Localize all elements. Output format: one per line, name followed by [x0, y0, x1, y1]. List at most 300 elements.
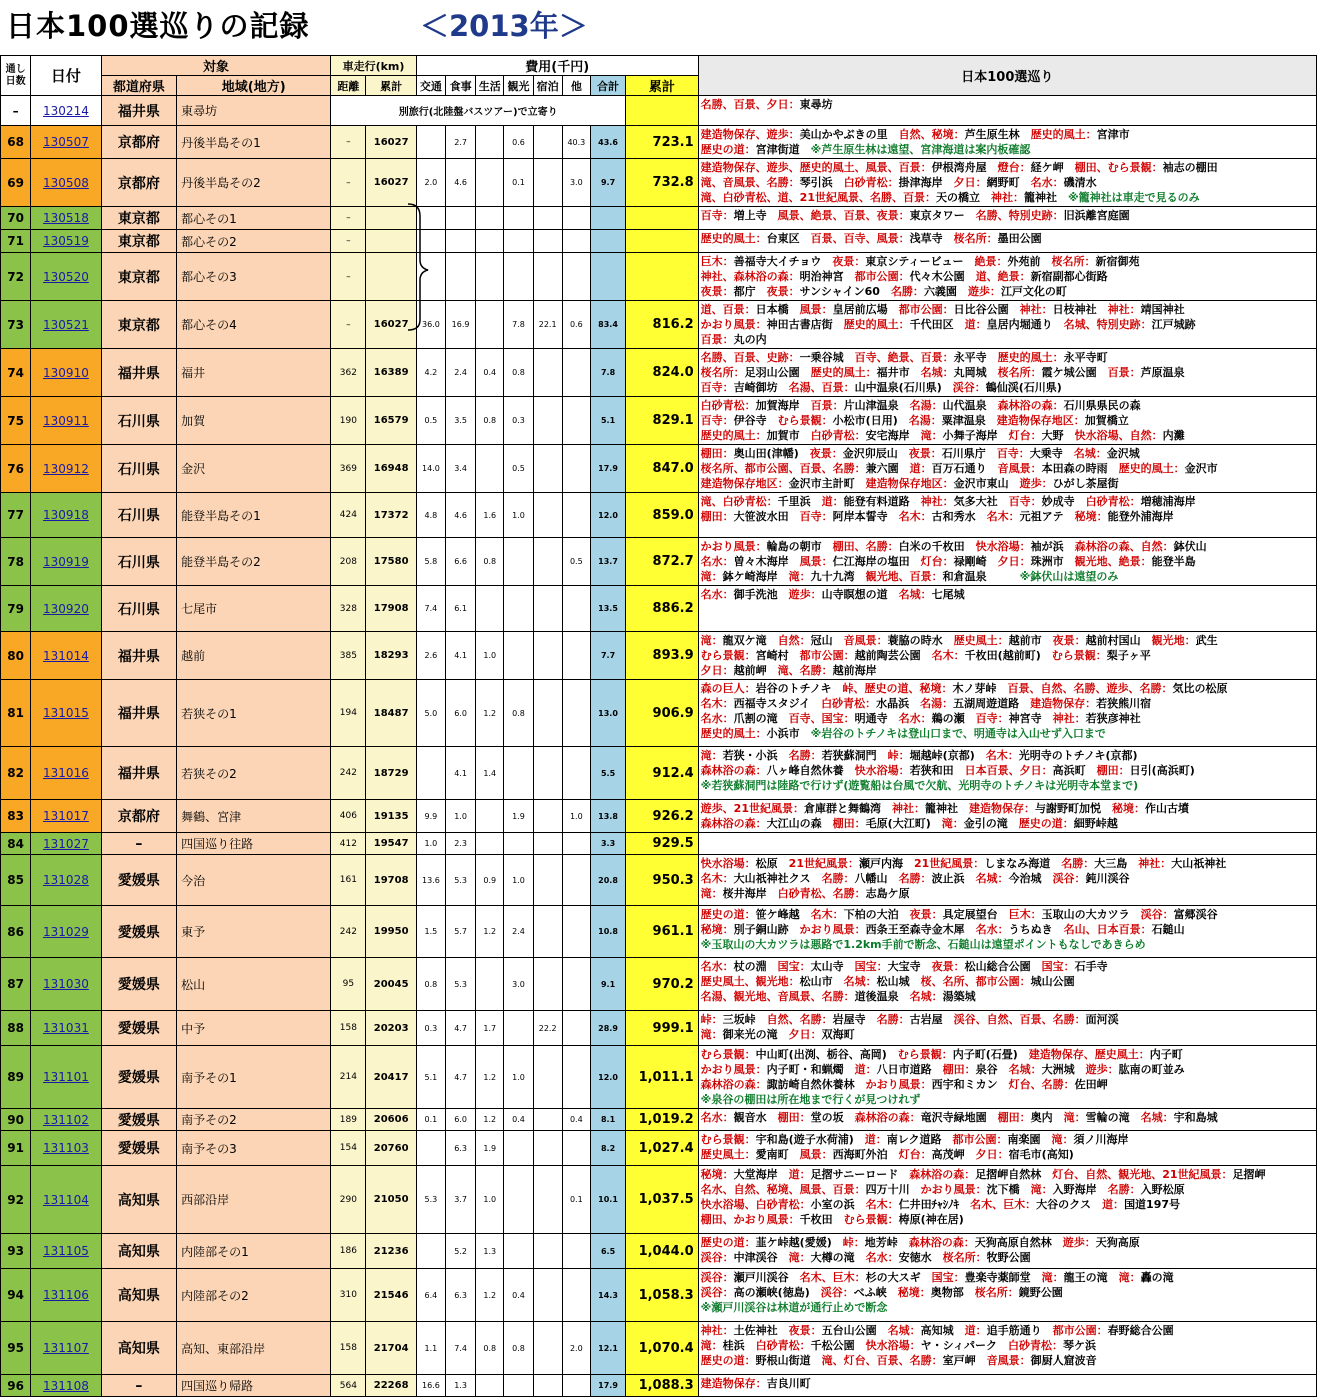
date-link[interactable]: 131015 — [43, 706, 89, 720]
memo-place: 粟津温泉 — [941, 414, 997, 427]
memo-place: 大野 — [1041, 429, 1075, 442]
distance-cell: 362 — [331, 349, 366, 397]
memo-category: 国宝： — [854, 960, 888, 973]
memo-place: 仁井田ﾁｬｼﾉｷ — [898, 1198, 971, 1211]
date-cell[interactable] — [31, 1269, 101, 1322]
cost-living-cell: 1.4 — [476, 747, 504, 800]
memo-line — [701, 1047, 1314, 1062]
memo-category: 歴史の道： — [700, 1354, 756, 1367]
memo-place: 妙成寺 — [1041, 495, 1086, 508]
memo-place: 奥山田(津幡) — [733, 447, 810, 460]
cost-sight-cell — [504, 833, 533, 855]
date-link[interactable]: 130520 — [43, 269, 89, 284]
memo-place: 丸の内 — [733, 333, 767, 346]
memo-place: 八日市道路 — [876, 1063, 943, 1076]
area-cell: 四国巡り帰路 — [177, 1375, 331, 1397]
date-cell[interactable] — [31, 159, 101, 207]
memo-category: 遊歩： — [1062, 1236, 1096, 1249]
memo-category: 名勝： — [1107, 1183, 1141, 1196]
cost-food-cell: 5.3 — [445, 958, 475, 1011]
cost-sum-cell: 13.5 — [590, 586, 625, 632]
memo-place: 永平寺 — [953, 351, 998, 364]
memo-cell — [698, 1234, 1316, 1269]
memo-category: 滝： — [700, 887, 723, 900]
memo-category: 秘境： — [1111, 802, 1145, 815]
date-cell[interactable] — [31, 747, 101, 800]
memo-place: 福井市 — [876, 366, 921, 379]
memo-line — [701, 539, 1314, 554]
date-cell[interactable] — [31, 586, 101, 632]
memo-place: 明治神宮 — [799, 270, 855, 283]
date-cell[interactable] — [31, 680, 101, 747]
cost-food-cell: 4.7 — [445, 1011, 475, 1046]
memo-place: 兼六園 — [865, 462, 910, 475]
memo-place: 金引の滝 — [963, 817, 1019, 830]
drive-total-cell: 19950 — [366, 906, 416, 958]
cost-total-cell: 970.2 — [626, 958, 699, 1011]
memo-category: 快水浴場、自然： — [1074, 429, 1163, 442]
memo-category: 峠： — [887, 749, 910, 762]
memo-category: 名木： — [865, 1198, 899, 1211]
memo-place: 越前海岸 — [832, 664, 877, 677]
memo-line — [701, 1376, 1314, 1391]
memo-category: 歴史風土： — [953, 634, 1009, 647]
memo-category: 名水、自然、秘境、風景、百景： — [700, 1183, 866, 1196]
memo-place: 江戸城跡 — [1151, 318, 1196, 331]
memo-place: 入野松原 — [1140, 1183, 1185, 1196]
memo-category: 音風景： — [997, 462, 1042, 475]
date-link[interactable]: 130919 — [43, 554, 89, 569]
day-number-cell: 86 — [1, 906, 31, 958]
day-number-cell: 84 — [1, 833, 31, 855]
date-cell[interactable] — [31, 493, 101, 538]
date-link[interactable]: 131031 — [43, 1021, 89, 1035]
day-number-cell: 78 — [1, 538, 31, 586]
memo-place: 内子町 — [1149, 1048, 1183, 1061]
area-cell: 西部沿岸 — [177, 1166, 331, 1234]
cost-other-cell — [562, 1234, 590, 1269]
date-cell[interactable] — [31, 397, 101, 445]
memo-line — [701, 380, 1314, 395]
memo-category: 百寺、絶景、百景： — [854, 351, 954, 364]
date-cell[interactable] — [31, 1234, 101, 1269]
memo-category: 白砂青松： — [843, 176, 899, 189]
memo-category: むら景観： — [897, 1048, 953, 1061]
cost-total-cell: 886.2 — [626, 586, 699, 632]
memo-category: 棚田： — [997, 1111, 1031, 1124]
date-cell[interactable] — [31, 906, 101, 958]
distance-cell: 158 — [331, 1322, 366, 1375]
memo-category: 名勝： — [1061, 857, 1095, 870]
cost-lodging-cell — [533, 747, 562, 800]
date-cell[interactable] — [31, 1046, 101, 1109]
memo-place: 足摺岬自然林 — [975, 1168, 1053, 1181]
prefecture-cell: 東京都 — [101, 253, 177, 301]
prefecture-cell: 京都府 — [101, 126, 177, 159]
prefecture-cell: 愛媛県 — [101, 1109, 177, 1131]
cost-food-cell: 6.3 — [445, 1131, 475, 1166]
memo-line — [701, 1012, 1314, 1027]
date-link[interactable]: 131105 — [43, 1244, 89, 1258]
day-number-cell: 71 — [1, 230, 31, 253]
cost-sight-cell — [504, 1234, 533, 1269]
memo-place: 蓑脇の時水 — [887, 634, 954, 647]
memo-category: 名湯： — [908, 414, 942, 427]
memo-place: 鏡野公園 — [1018, 1286, 1063, 1299]
memo-line — [701, 332, 1314, 347]
drive-total-cell: 18293 — [366, 632, 416, 680]
cost-living-cell — [476, 445, 504, 493]
cost-living-cell — [476, 126, 504, 159]
cost-other-cell — [562, 833, 590, 855]
cost-lodging-cell — [533, 397, 562, 445]
memo-category: 名城： — [843, 975, 877, 988]
date-link[interactable]: 131101 — [43, 1070, 89, 1084]
distance-cell: 369 — [331, 445, 366, 493]
memo-category: 滝、灯台、百景、名勝： — [821, 1354, 943, 1367]
memo-place: 金沢卯辰山 — [842, 447, 909, 460]
date-cell[interactable] — [31, 445, 101, 493]
day-number-cell: 83 — [1, 800, 31, 833]
memo-cell — [698, 126, 1316, 159]
cost-food-cell: 5.3 — [445, 855, 475, 906]
date-cell[interactable] — [31, 126, 101, 159]
table-row — [1, 833, 1317, 855]
memo-place: 代々木公園 — [909, 270, 976, 283]
date-link[interactable]: 130910 — [43, 365, 89, 380]
memo-line — [701, 1077, 1314, 1092]
cost-sum-cell: 17.9 — [590, 1375, 625, 1397]
memo-category: 渓谷： — [700, 1286, 734, 1299]
memo-place: 肱南の町並み — [1118, 1063, 1185, 1076]
drive-total-cell: 19135 — [366, 800, 416, 833]
cost-other-cell — [562, 493, 590, 538]
memo-place: 大山祇神社クス — [733, 872, 822, 885]
memo-category: 森林浴の森： — [700, 817, 767, 830]
drive-total-cell: 17372 — [366, 493, 416, 538]
memo-place: 豊楽寺薬師堂 — [964, 1271, 1042, 1284]
cost-living-cell — [476, 958, 504, 1011]
cost-sum-cell: 12.1 — [590, 1322, 625, 1375]
memo-category: かおり風景： — [700, 540, 767, 553]
memo-category: 音風景： — [843, 634, 888, 647]
bracket-icon — [406, 202, 436, 332]
date-link[interactable]: 131029 — [43, 924, 89, 939]
header-memo: 日本100選巡り — [698, 56, 1316, 96]
prefecture-cell: 愛媛県 — [101, 1011, 177, 1046]
memo-line — [701, 1167, 1314, 1182]
memo-category: 名湯： — [920, 697, 954, 710]
memo-place: 能登有料道路 — [843, 495, 921, 508]
date-link[interactable]: 131104 — [43, 1192, 89, 1207]
memo-place: 越前市 — [1008, 634, 1053, 647]
memo-place: 琴引浜 — [799, 176, 844, 189]
cost-total-cell: 816.2 — [626, 301, 699, 349]
date-cell[interactable] — [31, 958, 101, 1011]
cost-living-cell: 1.2 — [476, 680, 504, 747]
memo-category: 建造物保存地区： — [700, 477, 789, 490]
memo-note: ※玉取山の大カツラは悪路で1.2km手前で断念、石鎚山は遠望ポイントもなしであきらめ — [700, 938, 1146, 951]
memo-place: 九十九湾 — [810, 570, 866, 583]
cost-transport-cell: 5.0 — [416, 680, 445, 747]
memo-category: 建造物保存地区： — [865, 477, 954, 490]
memo-place: 能登半島 — [1151, 555, 1196, 568]
cost-total-cell: 829.1 — [626, 397, 699, 445]
memo-line — [701, 254, 1314, 269]
memo-line — [701, 476, 1314, 491]
date-cell[interactable] — [31, 632, 101, 680]
cost-transport-cell: 1.0 — [416, 833, 445, 855]
memo-place: 六義園 — [923, 285, 968, 298]
memo-category: 遊歩： — [1019, 477, 1053, 490]
memo-category: 名山、日本百景： — [1063, 923, 1152, 936]
cost-food-cell: 4.6 — [445, 159, 475, 207]
memo-place: 爪割の滝 — [733, 712, 789, 725]
memo-place: 宮崎村 — [755, 649, 800, 662]
header-cost-total: 累計 — [626, 76, 699, 96]
date-link[interactable]: 130920 — [43, 601, 89, 616]
memo-place: 若狭蘇洞門 — [821, 749, 888, 762]
date-link[interactable]: 131016 — [43, 766, 89, 780]
date-link[interactable]: 131027 — [43, 836, 89, 851]
memo-category: 自然： — [777, 634, 811, 647]
memo-line — [701, 1323, 1314, 1338]
cost-other-cell — [562, 855, 590, 906]
memo-place: 加賀市 — [766, 429, 811, 442]
prefecture-cell: 石川県 — [101, 493, 177, 538]
memo-category: 滝： — [788, 570, 811, 583]
day-number-cell: 93 — [1, 1234, 31, 1269]
memo-place: 山寺瞑想の道 — [821, 588, 899, 601]
memo-place: 毛原(大江町) — [865, 817, 942, 830]
memo-place: 若狭・小浜 — [722, 749, 789, 762]
memo-place: 瀬戸内海 — [858, 857, 914, 870]
memo-category: 棚田： — [700, 510, 734, 523]
date-link[interactable]: 131030 — [43, 977, 89, 991]
memo-place: 新宿御苑 — [1095, 255, 1140, 268]
memo-line — [701, 1235, 1314, 1250]
side-trip-note: 別旅行(北陸盤バスツアー)で立寄り — [331, 96, 626, 126]
memo-category: 道、絶景： — [975, 270, 1031, 283]
memo-place: 越前陶芸公園 — [854, 649, 932, 662]
memo-place: 細野峠越 — [1073, 817, 1118, 830]
date-link[interactable]: 130519 — [43, 234, 89, 248]
memo-place: 鉢ケ崎海岸 — [722, 570, 789, 583]
memo-place: 百万石通り — [931, 462, 998, 475]
date-link[interactable]: 130911 — [43, 413, 89, 428]
cost-sight-cell — [504, 1011, 533, 1046]
day-number-cell: 80 — [1, 632, 31, 680]
date-cell[interactable] — [31, 538, 101, 586]
memo-place: 国道197号 — [1124, 1198, 1181, 1211]
date-cell[interactable] — [31, 833, 101, 855]
drive-total-cell: 20760 — [366, 1131, 416, 1166]
cost-sum-cell — [590, 230, 625, 253]
distance-cell: 242 — [331, 747, 366, 800]
date-cell[interactable] — [31, 207, 101, 230]
memo-place: 大堂海岸 — [733, 1168, 789, 1181]
memo-place: 御手洗池 — [733, 588, 789, 601]
memo-place: 越前村国山 — [1085, 634, 1152, 647]
drive-total-cell: 16389 — [366, 349, 416, 397]
date-link[interactable]: 130912 — [43, 461, 89, 476]
cost-transport-cell: 5.3 — [416, 1166, 445, 1234]
date-cell[interactable] — [31, 96, 101, 126]
memo-place: 天狗高原 — [1095, 1236, 1140, 1249]
memo-line — [701, 778, 1314, 793]
memo-category: 秘境： — [700, 923, 734, 936]
date-link[interactable]: 131106 — [43, 1288, 89, 1302]
memo-place: 台東区 — [766, 232, 811, 245]
memo-category: 歴史の道： — [700, 143, 756, 156]
date-link[interactable]: 131102 — [43, 1112, 89, 1127]
date-cell[interactable] — [31, 1166, 101, 1234]
date-cell[interactable] — [31, 253, 101, 301]
memo-category: 神社： — [1107, 303, 1141, 316]
prefecture-cell: 京都府 — [101, 159, 177, 207]
memo-category: むら景観： — [700, 1048, 756, 1061]
memo-line — [701, 871, 1314, 886]
memo-place: 武生 — [1195, 634, 1218, 647]
memo-category: 道： — [964, 1324, 987, 1337]
table-row — [1, 1234, 1317, 1269]
area-cell: 丹後半島その2 — [177, 159, 331, 207]
memo-place: 網野町 — [986, 176, 1031, 189]
memo-line — [701, 886, 1314, 901]
date-link[interactable]: 130518 — [43, 211, 89, 225]
memo-line — [701, 763, 1314, 778]
cost-sum-cell: 10.8 — [590, 906, 625, 958]
date-cell[interactable] — [31, 800, 101, 833]
date-link[interactable]: 131028 — [43, 873, 89, 887]
memo-place: 宇和島(遊子水荷浦) — [755, 1133, 865, 1146]
memo-place: 和倉温泉 — [942, 570, 998, 583]
cost-total-cell: 872.7 — [626, 538, 699, 586]
date-cell[interactable] — [31, 1011, 101, 1046]
area-cell: 高知、東部沿岸 — [177, 1322, 331, 1375]
date-cell[interactable] — [31, 230, 101, 253]
cost-total-cell — [626, 96, 699, 126]
memo-category: 森林浴の森： — [997, 399, 1064, 412]
cost-sum-cell: 13.0 — [590, 680, 625, 747]
memo-place: 袖志の棚田 — [1162, 161, 1218, 174]
memo-cell — [698, 445, 1316, 493]
drive-total-cell: 21546 — [366, 1269, 416, 1322]
cost-lodging-cell — [533, 493, 562, 538]
date-link[interactable]: 130918 — [43, 508, 89, 522]
memo-place: 鈍川渓谷 — [1085, 872, 1130, 885]
memo-line — [701, 856, 1314, 871]
prefecture-cell: 福井県 — [101, 747, 177, 800]
memo-category: 道： — [964, 318, 987, 331]
memo-place: 日比谷公園 — [953, 303, 1020, 316]
header-date: 日付 — [31, 56, 101, 96]
cost-sight-cell — [504, 230, 533, 253]
date-cell[interactable] — [31, 301, 101, 349]
memo-place: 光明寺のトチノキ(京都) — [1018, 749, 1138, 762]
memo-category: むら景観： — [700, 649, 756, 662]
table-row — [1, 445, 1317, 493]
date-cell[interactable] — [31, 855, 101, 906]
memo-line — [701, 959, 1314, 974]
header-target: 対象 — [101, 56, 331, 76]
date-cell[interactable] — [31, 1109, 101, 1131]
date-link[interactable]: 131014 — [43, 648, 89, 663]
memo-category: 名水： — [1030, 176, 1064, 189]
cost-sight-cell — [504, 538, 533, 586]
cost-other-cell — [562, 1269, 590, 1322]
memo-category: 棚田： — [942, 1063, 976, 1076]
memo-category: 百寺： — [1008, 495, 1042, 508]
memo-category: 神社： — [1019, 303, 1053, 316]
memo-category: 名勝、百景、史跡： — [700, 351, 800, 364]
cost-lodging-cell — [533, 126, 562, 159]
area-cell: 金沢 — [177, 445, 331, 493]
memo-place: 浅草寺 — [909, 232, 954, 245]
date-cell[interactable] — [31, 1131, 101, 1166]
memo-category: 建造物保存地区： — [996, 414, 1085, 427]
memo-place: 宿毛市(高知) — [1008, 1148, 1074, 1161]
date-link[interactable]: 130507 — [43, 135, 89, 149]
date-link[interactable]: 130521 — [43, 317, 89, 332]
memo-line — [701, 663, 1314, 678]
date-link[interactable]: 131103 — [43, 1141, 89, 1155]
drive-total-cell: 16579 — [366, 397, 416, 445]
cost-sum-cell: 43.6 — [590, 126, 625, 159]
date-link[interactable]: 131107 — [43, 1341, 89, 1355]
date-link[interactable]: 131017 — [43, 809, 89, 823]
memo-category: 名木： — [985, 749, 1019, 762]
cost-living-cell: 1.6 — [476, 493, 504, 538]
date-cell[interactable] — [31, 349, 101, 397]
memo-place: 安徳水 — [898, 1251, 943, 1264]
cost-total-cell: 859.0 — [626, 493, 699, 538]
memo-category: 秘境： — [1074, 510, 1108, 523]
memo-place: 西宇和ミカン — [931, 1078, 1009, 1091]
memo-category: 名勝、特別史跡： — [975, 209, 1064, 222]
memo-cell — [698, 1131, 1316, 1166]
cost-total-cell: 1,037.5 — [626, 1166, 699, 1234]
cost-other-cell — [562, 349, 590, 397]
cost-sum-cell: 13.8 — [590, 800, 625, 833]
cost-sum-cell: 7.7 — [590, 632, 625, 680]
date-link[interactable]: 130214 — [43, 103, 89, 118]
date-cell[interactable] — [31, 1322, 101, 1375]
memo-place: 内子町(石畳) — [952, 1048, 1029, 1061]
date-link[interactable]: 131108 — [43, 1378, 89, 1393]
memo-place: 松山総合公園 — [964, 960, 1042, 973]
drive-total-cell: 17580 — [366, 538, 416, 586]
memo-place: 新宿副都心街路 — [1030, 270, 1108, 283]
date-link[interactable]: 130508 — [43, 175, 89, 190]
date-cell[interactable] — [31, 1375, 101, 1397]
memo-category: 滝： — [1051, 1133, 1074, 1146]
table-row — [1, 1046, 1317, 1109]
memo-place: 若狭熊川宿 — [1096, 697, 1152, 710]
cost-total-cell: 1,088.3 — [626, 1375, 699, 1397]
prefecture-cell: 京都府 — [101, 800, 177, 833]
cost-sum-cell: 28.9 — [590, 1011, 625, 1046]
table-row — [1, 747, 1317, 800]
memo-place: サンシャイン60 — [799, 285, 891, 298]
memo-category: 森林浴の森、自然： — [1074, 540, 1174, 553]
memo-place: 東尋坊 — [799, 98, 833, 111]
memo-cell — [698, 159, 1316, 207]
area-cell: 今治 — [177, 855, 331, 906]
memo-category: 名城、特別史跡： — [1063, 318, 1152, 331]
memo-line — [701, 907, 1314, 922]
cost-living-cell — [476, 301, 504, 349]
